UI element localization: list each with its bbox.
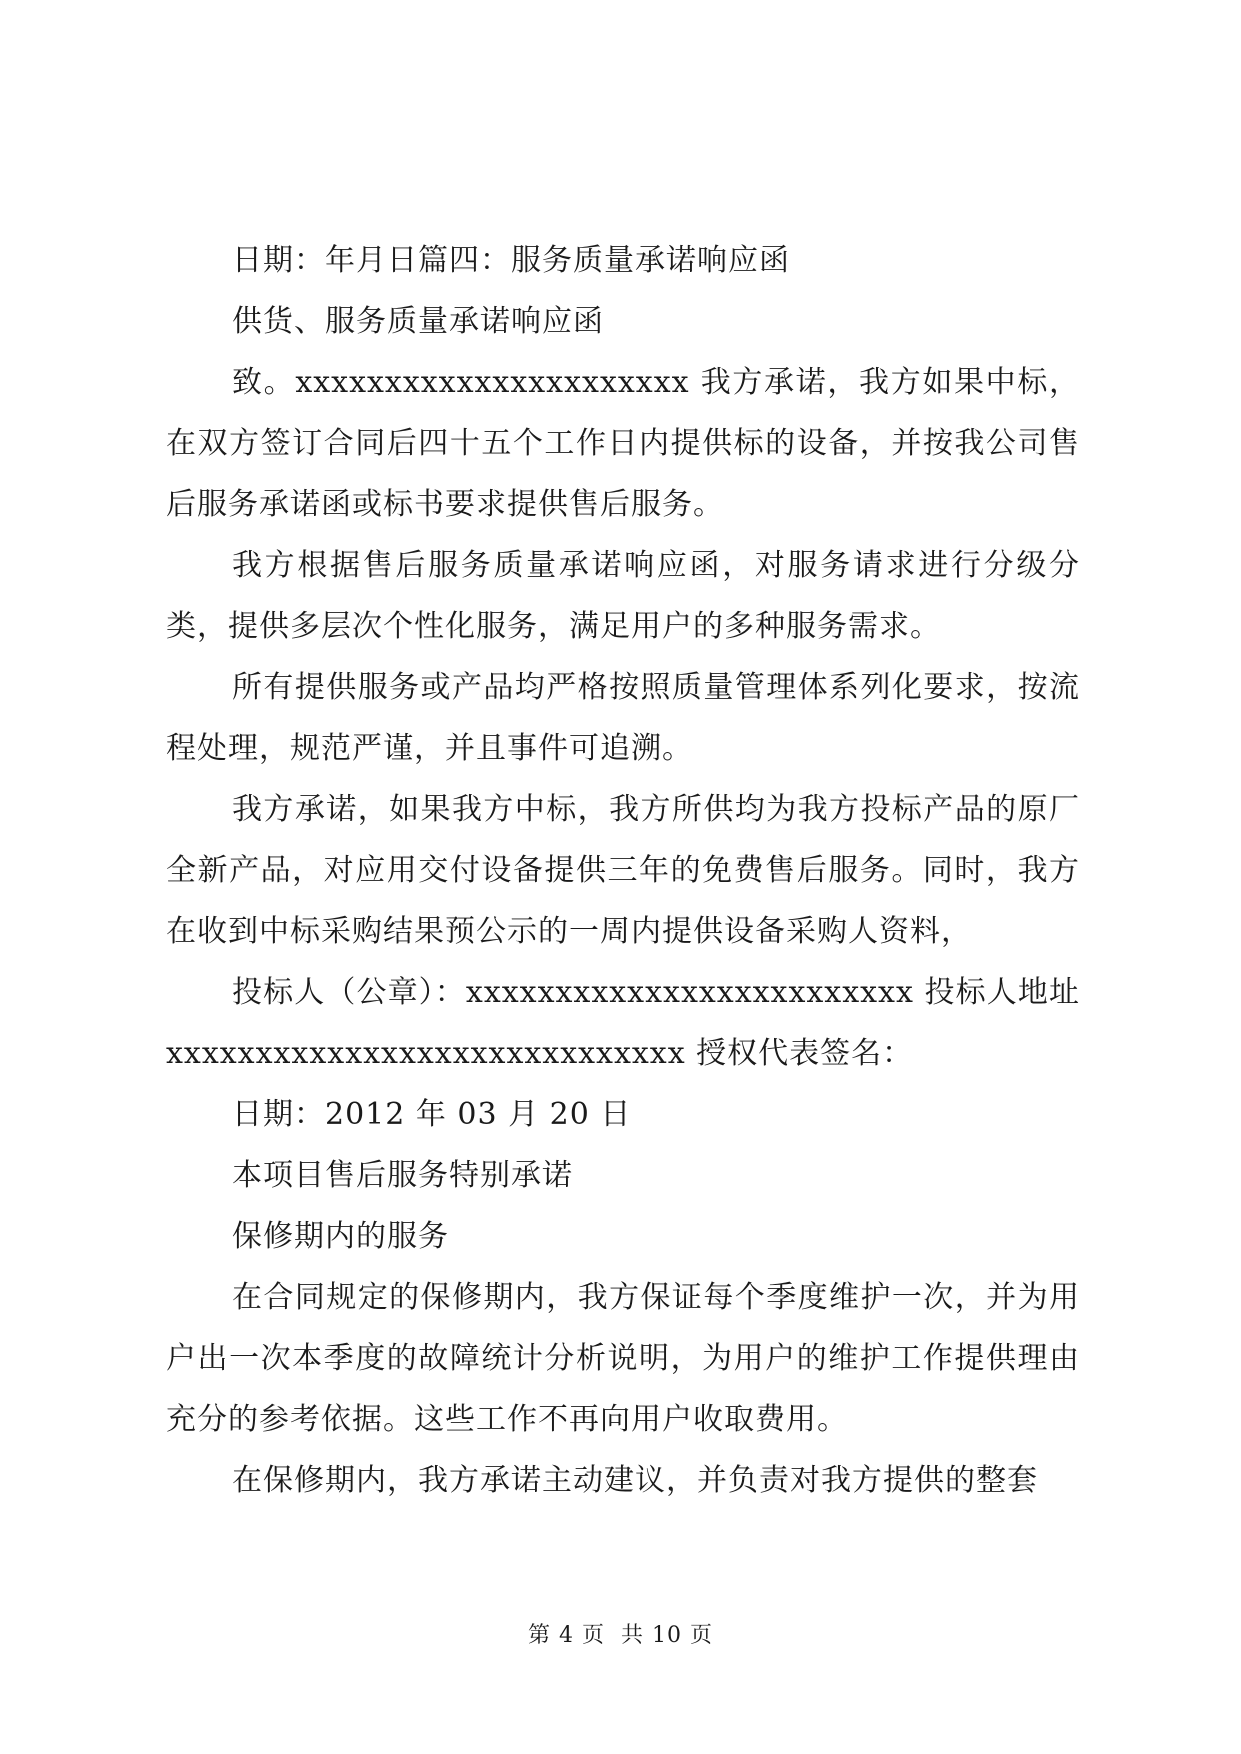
- paragraph-special-commitment-heading: 本项目售后服务特别承诺: [232, 1158, 573, 1193]
- paragraph-bidder-info: 投标人（公章）：xxxxxxxxxxxxxxxxxxxxxxxxx 投标人地址 xxxxxxxxxxxxxxxxxxxxxxxxxxxxx 授权代表签名：: [166, 975, 1080, 1071]
- page-footer: [0, 1618, 1241, 1649]
- page-total: 共 10 页: [621, 1623, 713, 1648]
- paragraph-warranty-period-heading: 保修期内的服务: [232, 1219, 449, 1254]
- paragraph-warranty-commitment: 我方承诺，如果我方中标，我方所供均为我方投标产品的原厂全新产品，对应用交付设备提供三年的免费售后服务。同时，我方在收到中标采购结果预公示的一周内提供设备采购人资料，: [166, 792, 1080, 949]
- paragraph-quality-management: 所有提供服务或产品均严格按照质量管理体系列化要求，按流程处理，规范严谨，并且事件可追溯。: [166, 670, 1080, 766]
- paragraph-commitment: 致。xxxxxxxxxxxxxxxxxxxxxx 我方承诺，我方如果中标，在双方签订合同后四十五个工作日内提供标的设备，并按我公司售后服务承诺函或标书要求提供售后服务。: [166, 365, 1080, 522]
- document-body: [166, 230, 1080, 1511]
- page-number: 第 4 页: [528, 1623, 605, 1648]
- paragraph-proactive-suggestion: 在保修期内，我方承诺主动建议，并负责对我方提供的整套: [232, 1463, 1038, 1498]
- paragraph-quarterly-maintenance: 在合同规定的保修期内，我方保证每个季度维护一次，并为用户出一次本季度的故障统计分析说明，为用户的维护工作提供理由充分的参考依据。这些工作不再向用户收取费用。: [166, 1280, 1080, 1437]
- paragraph-date: 日期：2012 年 03 月 20 日: [232, 1097, 632, 1132]
- paragraph-service-classification: 我方根据售后服务质量承诺响应函，对服务请求进行分级分类，提供多层次个性化服务，满足用户的多种服务需求。: [166, 548, 1080, 644]
- paragraph-title: 供货、服务质量承诺响应函: [232, 304, 604, 339]
- paragraph-date-heading: 日期：年月日篇四：服务质量承诺响应函: [232, 243, 790, 278]
